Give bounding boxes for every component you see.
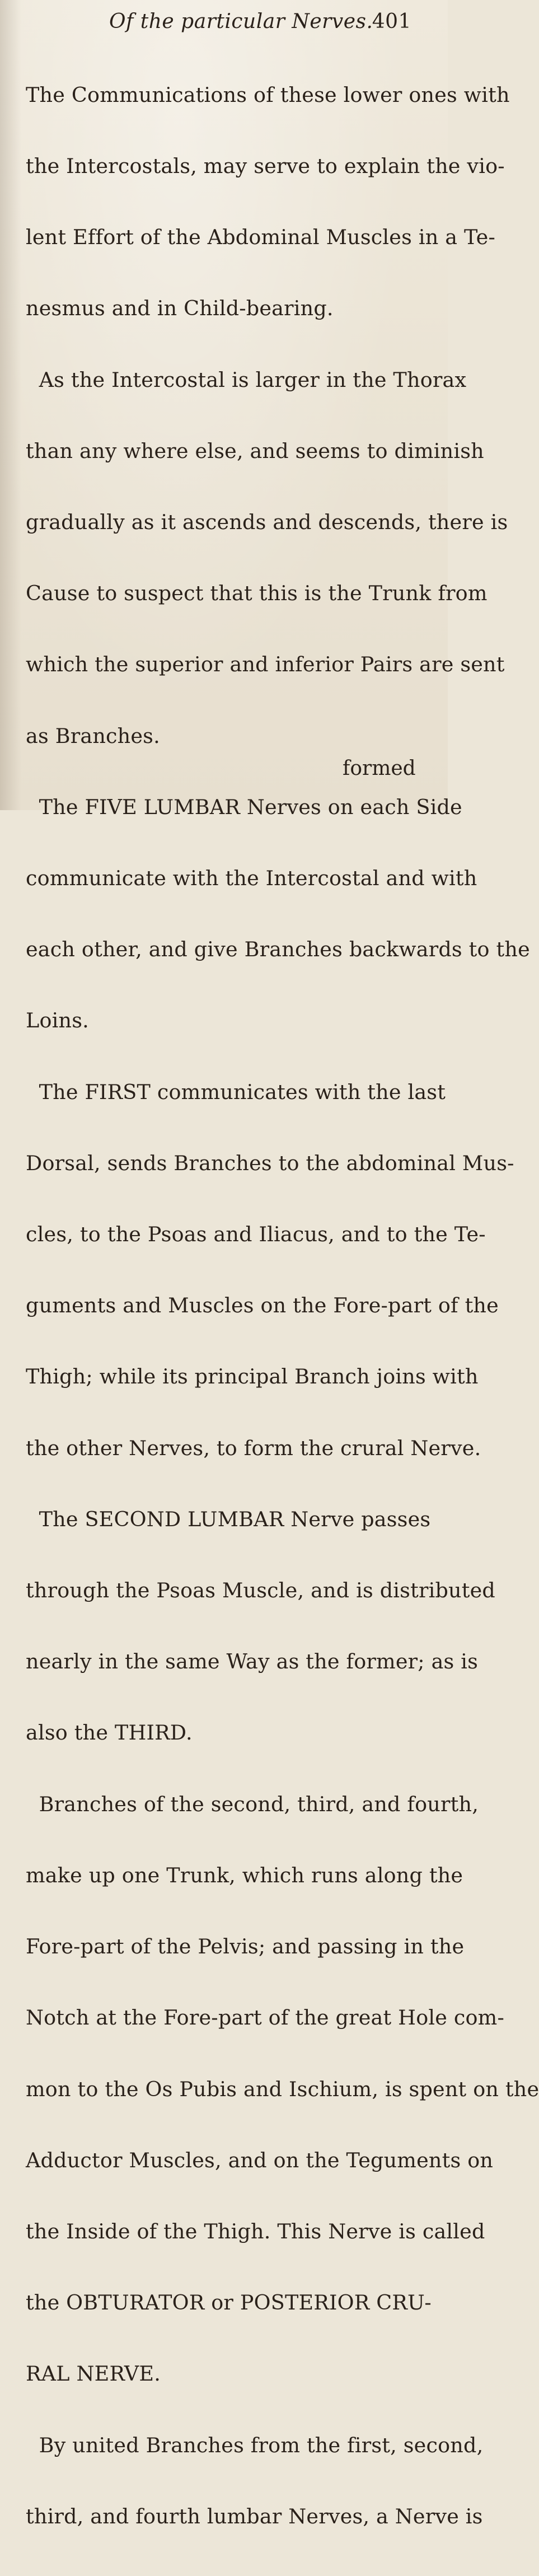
text-line: the Inside of the Thigh. This Nerve is called (26, 2219, 485, 2243)
text-line: Notch at the Fore-part of the great Hole com- (26, 2005, 505, 2030)
catchword: formed (343, 757, 416, 780)
running-head-title: Of the particular Nerves. (109, 10, 373, 33)
text-line: third, and fourth lumbar Nerves, a Nerve is (26, 2504, 483, 2528)
text-line: cles, to the Psoas and Iliacus, and to the Te- (26, 1222, 486, 1247)
running-head (109, 10, 411, 35)
text-line: which the superior and inferior Pairs are sent (26, 652, 505, 677)
text-line: The FIVE LUMBAR Nerves on each Side (26, 794, 462, 819)
text-line: As the Intercostal is larger in the Thorax (26, 367, 467, 392)
text-line: the Intercostals, may serve to explain the vio- (26, 154, 505, 179)
text-line: Fore-part of the Pelvis; and passing in the (26, 1934, 465, 1959)
text-line: through the Psoas Muscle, and is distributed (26, 1578, 495, 1603)
text-line: The FIRST communicates with the last (26, 1079, 446, 1104)
text-line: Adductor Muscles, and on the Teguments on (26, 2148, 494, 2172)
text-line: also the THIRD. (26, 1721, 193, 1745)
text-line: nearly in the same Way as the former; as is (26, 1649, 479, 1674)
text-line: communicate with the Intercostal and with (26, 866, 477, 891)
text-line: Loins. (26, 1008, 89, 1033)
text-line: mon to the Os Pubis and Ischium, is spent on the (26, 2077, 539, 2101)
text-line: By united Branches from the first, second, (26, 2433, 484, 2457)
body-text (26, 36, 539, 2576)
text-line: the other Nerves, to form the crural Nerve. (26, 1436, 481, 1460)
text-line: make up one Trunk, which runs along the (26, 1863, 463, 1887)
text-line: Thigh; while its principal Branch joins with (26, 1364, 479, 1389)
text-line: Branches of the second, third, and fourth, (26, 1792, 479, 1816)
page-gutter-shadow (0, 0, 21, 810)
text-line: The Communications of these lower ones with (26, 82, 510, 107)
text-line: than any where else, and seems to diminish (26, 438, 484, 463)
text-line: Cause to suspect that this is the Trunk from (26, 581, 488, 606)
text-line: The SECOND LUMBAR Nerve passes (26, 1507, 431, 1531)
text-line: the OBTURATOR or POSTERIOR CRU- (26, 2290, 432, 2315)
text-line: nesmus and in Child-bearing. (26, 296, 334, 321)
text-line: gradually as it ascends and descends, there is (26, 510, 508, 535)
text-line: Dorsal, sends Branches to the abdominal Mus- (26, 1151, 514, 1175)
page-number: 401 (372, 10, 411, 33)
text-line: RAL NERVE. (26, 2362, 161, 2386)
text-line: guments and Muscles on the Fore-part of the (26, 1293, 499, 1318)
text-line: as Branches. (26, 723, 160, 748)
text-line: lent Effort of the Abdominal Muscles in a Te- (26, 225, 496, 250)
text-line: each other, and give Branches backwards to the (26, 937, 530, 962)
